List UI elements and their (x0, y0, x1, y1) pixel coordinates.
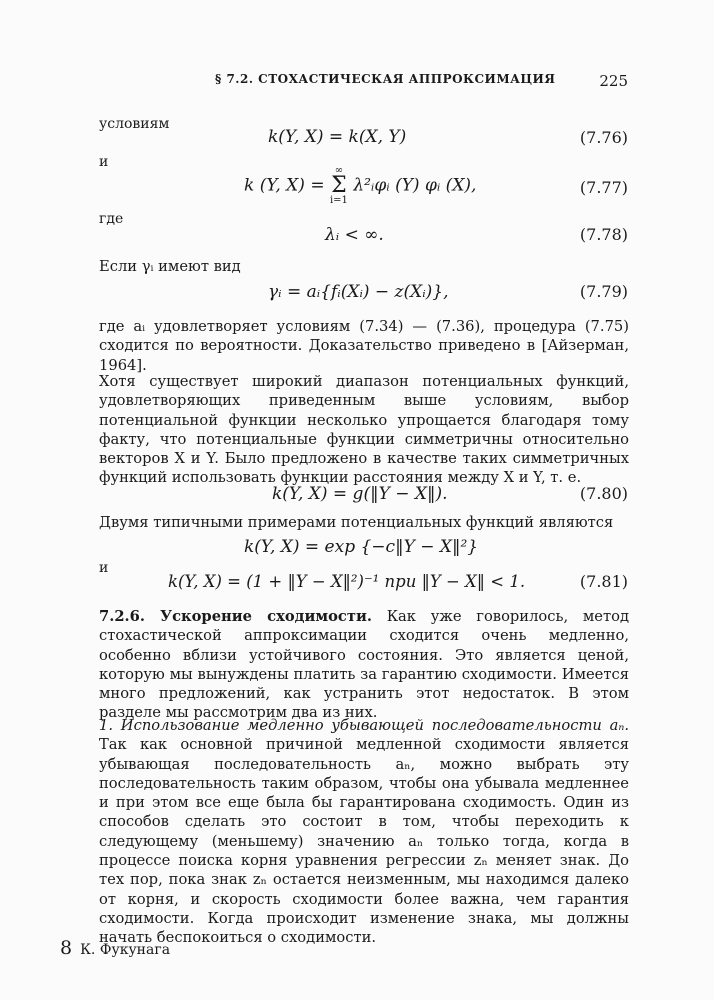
eq-777-label: и (99, 154, 109, 170)
paragraph-text: Хотя существует широкий диапазон потенциальных функций, удовлетворяющих приведенным выше условиям, выбор потенциальной функции несколько упрощается благодаря тому факту, что потенциальные функции симметричны относительно векторов X и Y. Было предложено в качестве таких симметричных функций использовать функции расстояния между X и Y, т. е. (99, 373, 629, 487)
eq-781-formula: k(Y, X) = (1 + ‖Y − X‖²)⁻¹ при ‖Y − X‖ < 1. (168, 572, 526, 591)
eq-779-formula: γᵢ = aᵢ{fᵢ(Xᵢ) − z(Xᵢ)}, (268, 282, 449, 302)
paragraph-examples: Двумя типичными примерами потенциальных функций являются (99, 514, 614, 531)
sigma-icon: Σ (331, 173, 347, 198)
eq-778-formula: λᵢ < ∞. (325, 225, 384, 245)
item-heading: 1. Использование медленно убывающей последовательности aₙ. (99, 717, 629, 734)
paragraph-text: где aᵢ удовлетворяет условиям (7.34) — (7.36), процедура (7.75) сходится по вероятности. Доказательство приведено в [Айзерман, 1964]. (99, 318, 629, 374)
gamma-intro: Если γᵢ имеют вид (99, 258, 241, 275)
eq-777-formula (244, 166, 476, 206)
signature-number: 8 (60, 937, 73, 959)
eq-781-label: и (99, 560, 109, 576)
eq-776-number: (7.76) (579, 128, 628, 147)
eq-778-label: где (99, 211, 124, 227)
eq-exp-formula: k(Y, X) = exp {−c‖Y − X‖²} (244, 537, 479, 557)
eq-780-formula: k(Y, X) = g(‖Y − X‖). (272, 484, 448, 504)
sum-upper: ∞ (334, 165, 344, 176)
eq-779-number: (7.79) (579, 282, 628, 301)
eq-780-number: (7.80) (579, 484, 628, 503)
eq-776-label: условиям (99, 116, 170, 132)
eq-778-number: (7.78) (579, 225, 628, 244)
item-slow-sequence (99, 716, 629, 948)
running-header: § 7.2. СТОХАСТИЧЕСКАЯ АППРОКСИМАЦИЯ (215, 72, 556, 86)
section-text: Как уже говорилось, метод стохастической аппроксимации сходится очень медленно, особенно вблизи устойчивого состояния. Это является ценой, которую мы вынуждены платить за гарантию сходимости. Имеется много предложений, как устранить этот недостаток. В этом разделе мы рассмотрим два из них. (99, 608, 629, 722)
section-heading: 7.2.6. Ускорение сходимости. (99, 608, 372, 625)
eq-777-right: λ²ᵢφᵢ (Y) φᵢ (X), (353, 175, 477, 196)
sum-lower: i=1 (329, 195, 348, 206)
item-text: Так как основной причиной медленной сходимости является убывающая последовательность aₙ, можно выбрать эту последовательность таким образом, чтобы она убывала медленнее и при этом все еще была бы гарантирована сходимость. Один из способов сделать это состоит в том, чтобы переходить к следующему (меньшему) значению aₙ только тогда, когда в процессе поиска корня уравнения регрессии zₙ меняет знак. До тех пор, пока знак zₙ остается неизменным, мы находимся далеко от корня, и скорость сходимости более важна, чем гарантия сходимости. Когда происходит изменение знака, мы должны начать беспокоиться о сходимости. (99, 736, 629, 947)
paragraph-potential (99, 372, 629, 488)
eq-777-number: (7.77) (579, 178, 628, 197)
eq-781-number: (7.81) (579, 572, 628, 591)
paragraph-convergence (99, 317, 629, 375)
eq-776-formula: k(Y, X) = k(X, Y) (268, 127, 407, 147)
summation (330, 166, 348, 206)
page-number: 225 (599, 72, 628, 90)
eq-777-left: k (Y, X) = (244, 175, 325, 196)
section-acceleration (99, 607, 629, 723)
author-name: К. Фукунага (80, 942, 171, 958)
signature-footer (60, 937, 170, 959)
